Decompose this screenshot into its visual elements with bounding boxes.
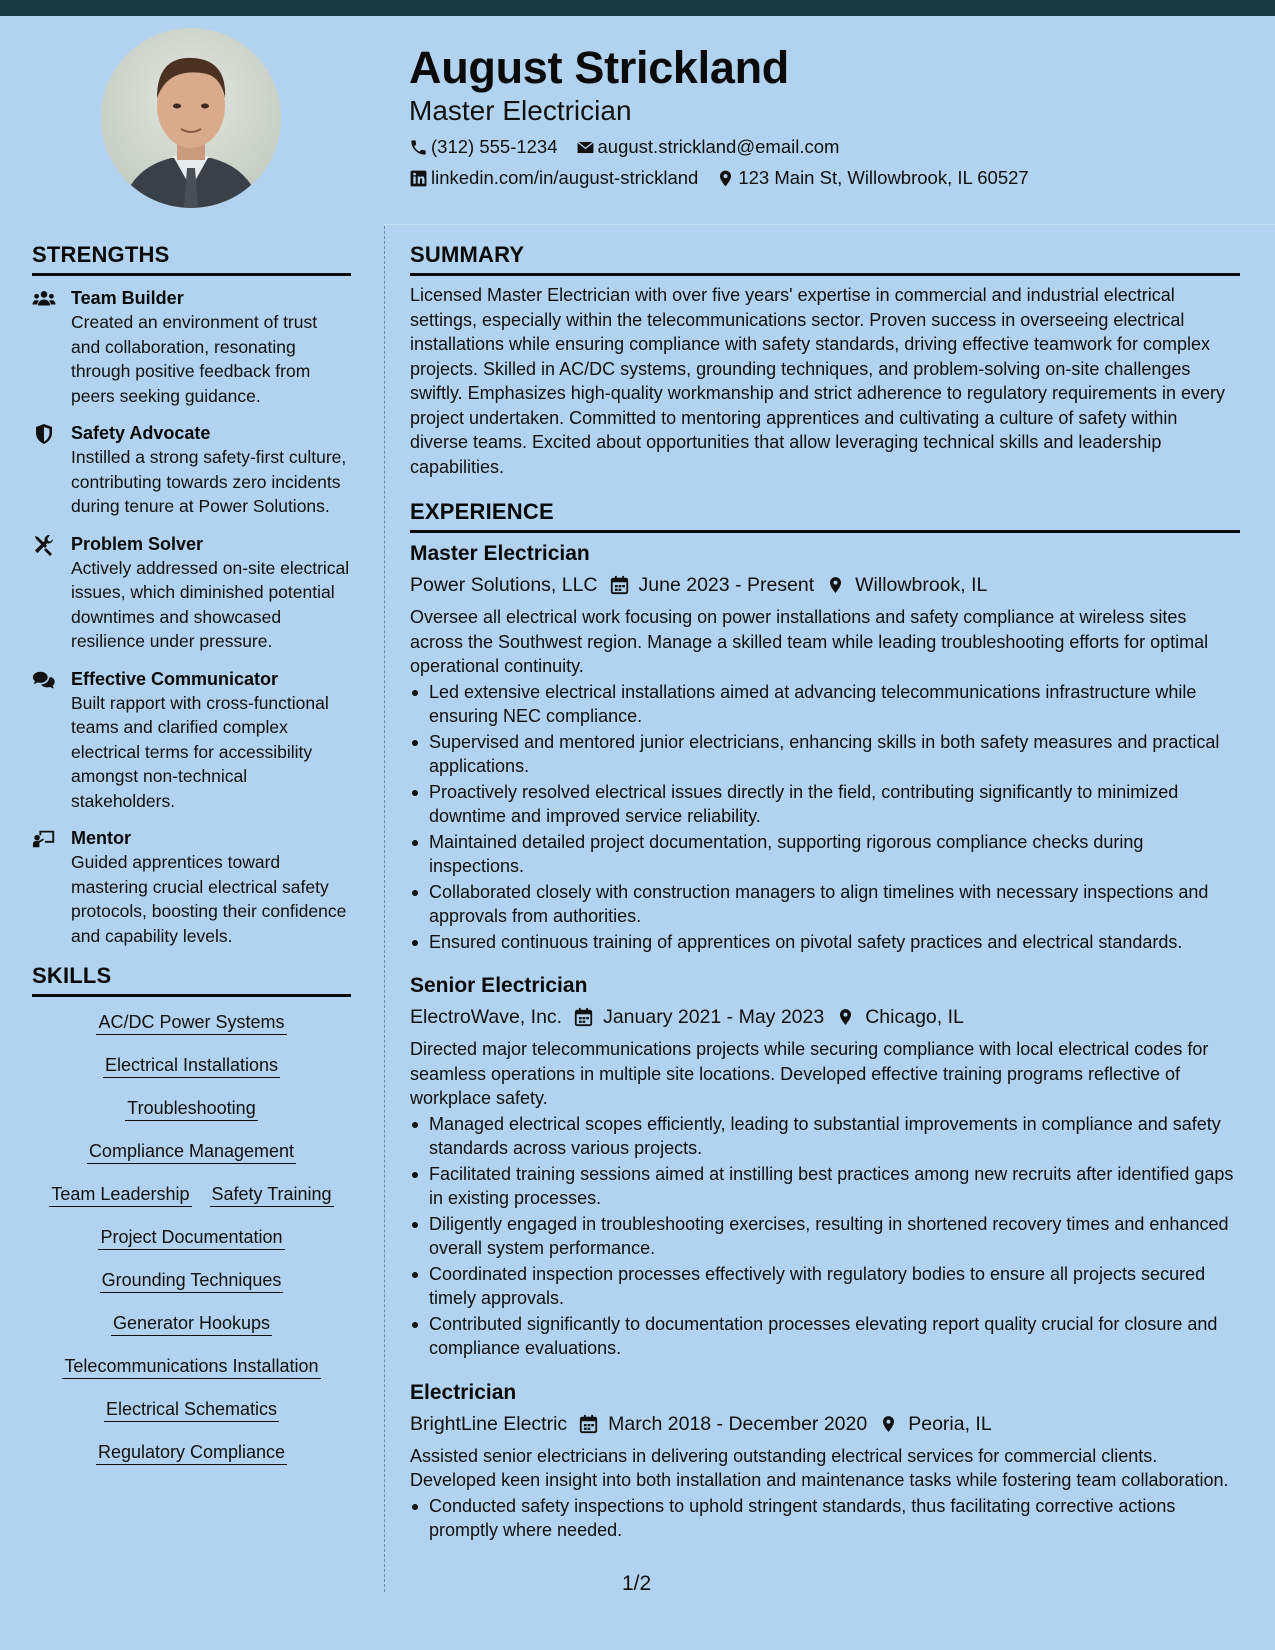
bullet-item: Facilitated training sessions aimed at instilling best practices among new recruits after identified gaps in existing processes. xyxy=(410,1162,1240,1211)
strength-item xyxy=(32,286,351,408)
job-description: Oversee all electrical work focusing on power installations and safety compliance at wireless sites across the Southwest region. Manage a skilled team while leading troubleshooting efforts for optimal operational continuity. xyxy=(410,607,1209,676)
strength-description: Actively addressed on-site electrical issues, which diminished potential downtimes and showcased resilience under pressure. xyxy=(71,557,350,651)
experience-section xyxy=(410,497,1240,1543)
address-contact xyxy=(716,166,1028,190)
linkedin-icon xyxy=(409,169,428,188)
column-divider xyxy=(384,226,385,1592)
calendar-icon xyxy=(579,1414,598,1434)
linkedin-contact[interactable] xyxy=(409,166,698,190)
page-number: 1/2 xyxy=(622,1572,652,1595)
company-name: BrightLine Electric xyxy=(410,1412,568,1435)
job-meta xyxy=(410,1410,1240,1438)
skill-tag: Troubleshooting xyxy=(125,1097,257,1121)
location-text: Peoria, IL xyxy=(908,1412,992,1435)
skill-tag: Safety Training xyxy=(210,1183,334,1207)
strength-item xyxy=(32,826,351,948)
strength-name: Effective Communicator xyxy=(71,668,279,689)
job-location xyxy=(836,1003,964,1031)
skills-heading: SKILLS xyxy=(32,963,112,988)
bullet-item: Ensured continuous training of apprentices on pivotal safety practices and electrical standards. xyxy=(410,930,1240,955)
bullet-item: Diligently engaged in troubleshooting exercises, resulting in shortened recovery times and enhanced overall system performance. xyxy=(410,1212,1240,1261)
dates-text: March 2018 - December 2020 xyxy=(608,1412,868,1435)
skill-tag: Compliance Management xyxy=(87,1140,296,1164)
job-location xyxy=(826,571,987,599)
profile-photo xyxy=(101,28,281,208)
contact-row-1 xyxy=(409,135,1239,159)
skill-tag: Electrical Installations xyxy=(103,1054,280,1078)
map-marker-icon xyxy=(879,1414,898,1434)
strength-description: Guided apprentices toward mastering crucial electrical safety protocols, boosting their confidence and capability levels. xyxy=(71,852,347,946)
address-text: 123 Main St, Willowbrook, IL 60527 xyxy=(738,167,1029,188)
experience-heading: EXPERIENCE xyxy=(410,499,554,524)
job-bullets xyxy=(410,680,1240,955)
strength-name: Mentor xyxy=(71,828,131,848)
map-marker-icon xyxy=(826,575,845,595)
strength-item xyxy=(32,421,351,519)
calendar-icon xyxy=(610,575,629,595)
linkedin-text: linkedin.com/in/august-strickland xyxy=(431,167,699,188)
job-entry xyxy=(410,972,1240,1361)
contact-row-2 xyxy=(409,166,1239,190)
skill-tag: Team Leadership xyxy=(49,1183,191,1207)
skill-tag: Generator Hookups xyxy=(111,1312,272,1336)
job-location xyxy=(879,1410,991,1438)
calendar-icon xyxy=(574,1007,593,1027)
tools-icon xyxy=(32,534,56,556)
company xyxy=(410,571,598,599)
phone-icon xyxy=(409,138,428,157)
email-text: august.strickland@email.com xyxy=(597,136,840,157)
job-bullets xyxy=(410,1112,1240,1361)
skills-section xyxy=(32,961,351,1484)
chalkboard-teacher-icon xyxy=(32,828,56,850)
left-column xyxy=(32,240,351,1484)
company xyxy=(410,1410,567,1438)
location-text: Chicago, IL xyxy=(865,1006,964,1028)
experience-rule xyxy=(410,530,1240,533)
job-dates xyxy=(579,1410,867,1438)
dates-text: January 2021 - May 2023 xyxy=(603,1006,825,1028)
phone-text: (312) 555-1234 xyxy=(431,136,558,157)
envelope-icon xyxy=(576,138,595,157)
strength-name: Team Builder xyxy=(71,288,184,308)
candidate-name: August Strickland xyxy=(409,42,789,93)
company-name: ElectroWave, Inc. xyxy=(410,1006,563,1028)
users-icon xyxy=(32,288,56,310)
job-bullets xyxy=(410,1494,1240,1543)
location-text: Willowbrook, IL xyxy=(855,574,988,596)
shield-icon xyxy=(32,423,56,445)
strength-name: Problem Solver xyxy=(71,533,204,554)
summary-text: Licensed Master Electrician with over five years' expertise in commercial and industrial electrical settings, especially within the telecommunications sector. Proven success in overseeing electrical installations while ensuring compliance with safety standards, driving effective teamwork for complex projects. Skilled in AC/DC systems, grounding techniques, and problem-solving on-site challenges swiftly. Emphasizes high-quality workmanship and strict adherence to regulatory requirements in every project undertaken. Committed to mentoring apprentices and cultivating a culture of safety within diverse teams. Excited about opportunities that allow leveraging technical skills and leadership capabilities. xyxy=(410,285,1226,477)
map-marker-icon xyxy=(836,1007,855,1027)
job-entry xyxy=(410,1379,1240,1543)
bullet-item: Conducted safety inspections to uphold stringent standards, thus facilitating corrective actions promptly where needed. xyxy=(410,1494,1240,1543)
strength-description: Created an environment of trust and collaboration, resonating through positive feedback from peers seeking guidance. xyxy=(71,312,318,406)
summary-heading: SUMMARY xyxy=(410,242,525,267)
map-marker-icon xyxy=(716,169,735,188)
strength-description: Built rapport with cross-functional teams and clarified complex electrical terms for accessibility amongst non-technical stakeholders. xyxy=(71,692,329,811)
skill-tag: Electrical Schematics xyxy=(104,1398,279,1422)
company-name: Power Solutions, LLC xyxy=(410,574,598,596)
bullet-item: Supervised and mentored junior electricians, enhancing skills in both safety measures and practical applications. xyxy=(410,730,1240,779)
job-description: Assisted senior electricians in delivering outstanding electrical services for commercial clients. Developed keen insight into both installation and maintenance tasks while fostering team collaboration. xyxy=(410,1445,1229,1490)
skill-tag: Grounding Techniques xyxy=(100,1269,284,1293)
strengths-section xyxy=(32,240,351,948)
job-meta xyxy=(410,571,1240,599)
summary-rule xyxy=(410,273,1240,276)
job-dates xyxy=(574,1003,824,1031)
header-divider xyxy=(384,224,1275,225)
strengths-heading: STRENGTHS xyxy=(32,242,170,267)
skill-tag: Project Documentation xyxy=(98,1226,284,1250)
job-entry xyxy=(410,540,1240,954)
comments-icon xyxy=(32,669,56,691)
company xyxy=(410,1003,562,1031)
job-description: Directed major telecommunications projects while securing compliance with local electrical codes for seamless operations in multiple site locations. Developed effective training programs reflective of workplace safety. xyxy=(410,1039,1209,1108)
resume-header xyxy=(409,40,1239,190)
job-title: Master Electrician xyxy=(410,542,590,565)
top-bar xyxy=(0,0,1275,16)
bullet-item: Proactively resolved electrical issues directly in the field, contributing significantly to minimized downtime and improved service reliability. xyxy=(410,780,1240,829)
summary-section xyxy=(410,240,1240,479)
dates-text: June 2023 - Present xyxy=(638,574,815,596)
job-title: Senior Electrician xyxy=(410,974,588,997)
bullet-item: Collaborated closely with construction managers to align timelines with necessary inspections and approvals from authorities. xyxy=(410,880,1240,929)
strength-name: Safety Advocate xyxy=(71,423,211,443)
email-contact[interactable] xyxy=(576,135,840,159)
job-title: Electrician xyxy=(410,1380,517,1404)
skill-tag: AC/DC Power Systems xyxy=(96,1011,286,1035)
job-dates xyxy=(610,571,815,599)
strength-item xyxy=(32,532,351,654)
job-meta xyxy=(410,1003,1240,1031)
phone-contact[interactable] xyxy=(409,135,558,159)
strength-item xyxy=(32,667,351,814)
bullet-item: Contributed significantly to documentation processes elevating report quality crucial for closure and compliance evaluations. xyxy=(410,1312,1240,1361)
strength-description: Instilled a strong safety-first culture, contributing towards zero incidents during tenure at Power Solutions. xyxy=(71,447,347,516)
bullet-item: Led extensive electrical installations aimed at advancing telecommunications infrastructure while ensuring NEC compliance. xyxy=(410,680,1240,729)
candidate-title: Master Electrician xyxy=(409,95,632,126)
skill-tag: Telecommunications Installation xyxy=(62,1355,320,1379)
skill-tag: Regulatory Compliance xyxy=(96,1441,287,1465)
strengths-rule xyxy=(32,273,351,276)
right-column xyxy=(410,240,1240,1544)
bullet-item: Maintained detailed project documentation, supporting rigorous compliance checks during inspections. xyxy=(410,830,1240,879)
bullet-item: Coordinated inspection processes effectively with regulatory bodies to ensure all projects secured timely approvals. xyxy=(410,1262,1240,1311)
bullet-item: Managed electrical scopes efficiently, leading to substantial improvements in compliance and safety standards across various projects. xyxy=(410,1112,1240,1161)
